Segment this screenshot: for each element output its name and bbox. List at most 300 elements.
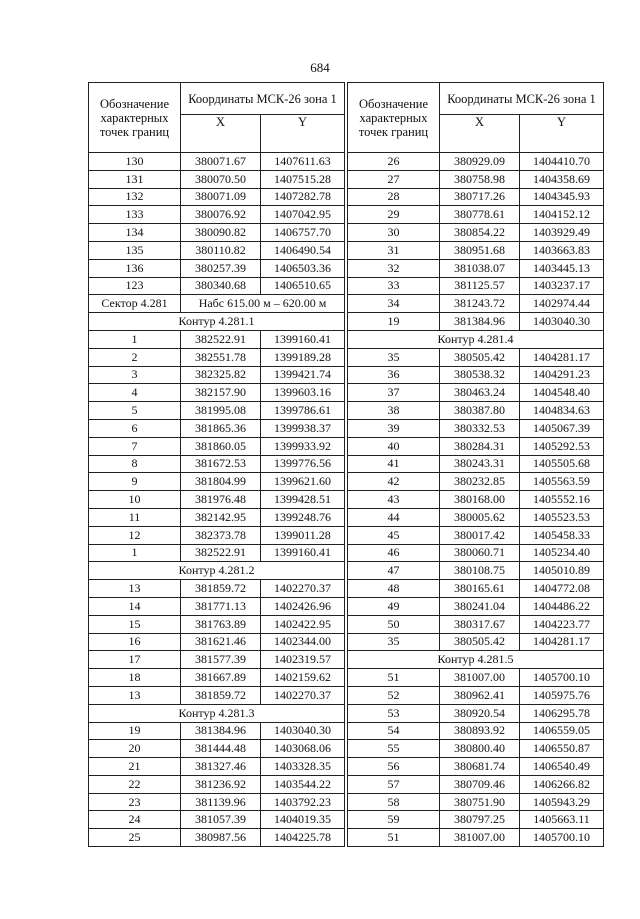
table-row bbox=[89, 580, 345, 598]
header-designation: Обозначение характерных точек границ bbox=[348, 83, 440, 153]
coord-y: 1405505.68 bbox=[520, 455, 604, 473]
contour-header-row bbox=[348, 651, 604, 669]
table-row bbox=[348, 758, 604, 776]
coord-y: 1404410.70 bbox=[520, 153, 604, 171]
point-number: 17 bbox=[89, 651, 181, 669]
coord-y: 1406490.54 bbox=[261, 241, 345, 259]
coord-x: 382157.90 bbox=[181, 384, 261, 402]
table-row bbox=[348, 597, 604, 615]
table-row bbox=[89, 669, 345, 687]
coord-y: 1405975.76 bbox=[520, 686, 604, 704]
point-number: 16 bbox=[89, 633, 181, 651]
table-row bbox=[89, 829, 345, 847]
coord-y: 1404548.40 bbox=[520, 384, 604, 402]
point-number: 30 bbox=[348, 224, 440, 242]
coord-x: 380778.61 bbox=[440, 206, 520, 224]
table-row bbox=[348, 366, 604, 384]
table-row bbox=[89, 544, 345, 562]
coord-x: 380257.39 bbox=[181, 259, 261, 277]
point-number: 35 bbox=[348, 633, 440, 651]
point-number: 15 bbox=[89, 615, 181, 633]
coord-x: 380060.71 bbox=[440, 544, 520, 562]
coord-x: 381444.48 bbox=[181, 740, 261, 758]
table-row bbox=[348, 526, 604, 544]
coord-x: 381125.57 bbox=[440, 277, 520, 295]
table-row bbox=[348, 793, 604, 811]
point-number: 42 bbox=[348, 473, 440, 491]
point-number: 12 bbox=[89, 526, 181, 544]
table-row bbox=[348, 402, 604, 420]
point-number: 20 bbox=[89, 740, 181, 758]
point-number: 41 bbox=[348, 455, 440, 473]
table-row bbox=[89, 259, 345, 277]
point-number: 25 bbox=[89, 829, 181, 847]
coord-y: 1405943.29 bbox=[520, 793, 604, 811]
point-number: 132 bbox=[89, 188, 181, 206]
coord-x: 380538.32 bbox=[440, 366, 520, 384]
coord-x: 380165.61 bbox=[440, 580, 520, 598]
coord-y: 1405700.10 bbox=[520, 829, 604, 847]
point-number: 10 bbox=[89, 491, 181, 509]
point-number: 19 bbox=[89, 722, 181, 740]
table-row bbox=[89, 437, 345, 455]
point-number: 14 bbox=[89, 597, 181, 615]
header-designation: Обозначение характерных точек границ bbox=[89, 83, 181, 153]
coord-y: 1399189.28 bbox=[261, 348, 345, 366]
coord-x: 380090.82 bbox=[181, 224, 261, 242]
point-number: 55 bbox=[348, 740, 440, 758]
coord-x: 381859.72 bbox=[181, 580, 261, 598]
point-number: 8 bbox=[89, 455, 181, 473]
point-number: 52 bbox=[348, 686, 440, 704]
coord-y: 1399421.74 bbox=[261, 366, 345, 384]
table-row bbox=[89, 793, 345, 811]
coord-x: 380168.00 bbox=[440, 491, 520, 509]
table-row bbox=[348, 153, 604, 171]
table-row bbox=[348, 224, 604, 242]
table-row bbox=[89, 277, 345, 295]
coord-y: 1403929.49 bbox=[520, 224, 604, 242]
point-number: 24 bbox=[89, 811, 181, 829]
table-row bbox=[89, 188, 345, 206]
coord-y: 1405067.39 bbox=[520, 419, 604, 437]
point-number: 46 bbox=[348, 544, 440, 562]
coord-y: 1403040.30 bbox=[261, 722, 345, 740]
point-number: 43 bbox=[348, 491, 440, 509]
coord-x: 382551.78 bbox=[181, 348, 261, 366]
coord-y: 1403068.06 bbox=[261, 740, 345, 758]
point-number: 23 bbox=[89, 793, 181, 811]
coord-y: 1399933.92 bbox=[261, 437, 345, 455]
point-number: 4 bbox=[89, 384, 181, 402]
point-number: 36 bbox=[348, 366, 440, 384]
point-number: 50 bbox=[348, 615, 440, 633]
point-number: 37 bbox=[348, 384, 440, 402]
header-y: Y bbox=[520, 115, 604, 153]
table-row bbox=[348, 544, 604, 562]
coord-y: 1404223.77 bbox=[520, 615, 604, 633]
coord-y: 1405458.33 bbox=[520, 526, 604, 544]
point-number: 134 bbox=[89, 224, 181, 242]
table-row bbox=[348, 241, 604, 259]
coord-y: 1405010.89 bbox=[520, 562, 604, 580]
table-row bbox=[348, 437, 604, 455]
point-number: 49 bbox=[348, 597, 440, 615]
point-number: 131 bbox=[89, 170, 181, 188]
coord-y: 1406503.36 bbox=[261, 259, 345, 277]
coord-x: 381995.08 bbox=[181, 402, 261, 420]
coord-y: 1404358.69 bbox=[520, 170, 604, 188]
header-coords-title: Координаты МСК-26 зона 1 bbox=[440, 83, 604, 115]
table-row bbox=[89, 686, 345, 704]
point-number: 3 bbox=[89, 366, 181, 384]
coord-y: 1399776.56 bbox=[261, 455, 345, 473]
coord-y: 1406295.78 bbox=[520, 704, 604, 722]
point-number: 21 bbox=[89, 758, 181, 776]
coord-x: 380317.67 bbox=[440, 615, 520, 633]
point-number: 11 bbox=[89, 508, 181, 526]
coord-y: 1402426.96 bbox=[261, 597, 345, 615]
coord-y: 1402270.37 bbox=[261, 580, 345, 598]
height-range: Набс 615.00 м – 620.00 м bbox=[181, 295, 345, 313]
point-number: 59 bbox=[348, 811, 440, 829]
table-row bbox=[348, 811, 604, 829]
point-number: 51 bbox=[348, 669, 440, 687]
point-number: 32 bbox=[348, 259, 440, 277]
table-row bbox=[348, 775, 604, 793]
coord-x: 381804.99 bbox=[181, 473, 261, 491]
coord-y: 1399011.28 bbox=[261, 526, 345, 544]
coord-y: 1402344.00 bbox=[261, 633, 345, 651]
contour-label: Контур 4.281.5 bbox=[348, 651, 604, 669]
coord-y: 1405552.16 bbox=[520, 491, 604, 509]
coord-x: 380005.62 bbox=[440, 508, 520, 526]
coord-x: 380717.26 bbox=[440, 188, 520, 206]
coord-x: 381139.96 bbox=[181, 793, 261, 811]
coord-y: 1407611.63 bbox=[261, 153, 345, 171]
point-number: 51 bbox=[348, 829, 440, 847]
coord-x: 380962.41 bbox=[440, 686, 520, 704]
contour-header-row bbox=[89, 562, 345, 580]
table-row bbox=[348, 419, 604, 437]
coord-x: 380076.92 bbox=[181, 206, 261, 224]
point-number: 57 bbox=[348, 775, 440, 793]
coord-y: 1402270.37 bbox=[261, 686, 345, 704]
point-number: 54 bbox=[348, 722, 440, 740]
table-row bbox=[89, 366, 345, 384]
point-number: 22 bbox=[89, 775, 181, 793]
table-row bbox=[89, 722, 345, 740]
table-row bbox=[89, 153, 345, 171]
table-row bbox=[348, 491, 604, 509]
coord-y: 1403328.35 bbox=[261, 758, 345, 776]
coord-y: 1406540.49 bbox=[520, 758, 604, 776]
table-row bbox=[348, 206, 604, 224]
coord-y: 1404345.93 bbox=[520, 188, 604, 206]
coord-x: 381057.39 bbox=[181, 811, 261, 829]
table-row bbox=[348, 633, 604, 651]
point-number: 13 bbox=[89, 686, 181, 704]
coord-y: 1404772.08 bbox=[520, 580, 604, 598]
point-number: 38 bbox=[348, 402, 440, 420]
coord-x: 382373.78 bbox=[181, 526, 261, 544]
point-number: 19 bbox=[348, 313, 440, 331]
contour-header-row bbox=[89, 313, 345, 331]
point-number: 9 bbox=[89, 473, 181, 491]
table-row bbox=[348, 562, 604, 580]
header-x: X bbox=[440, 115, 520, 153]
coord-y: 1406550.87 bbox=[520, 740, 604, 758]
coord-y: 1402319.57 bbox=[261, 651, 345, 669]
coord-x: 380929.09 bbox=[440, 153, 520, 171]
coord-x: 380893.92 bbox=[440, 722, 520, 740]
coord-y: 1399248.76 bbox=[261, 508, 345, 526]
coord-y: 1402974.44 bbox=[520, 295, 604, 313]
coord-x: 380709.46 bbox=[440, 775, 520, 793]
point-number: 39 bbox=[348, 419, 440, 437]
coord-y: 1403663.83 bbox=[520, 241, 604, 259]
table-row bbox=[89, 224, 345, 242]
coord-x: 380920.54 bbox=[440, 704, 520, 722]
coord-x: 380681.74 bbox=[440, 758, 520, 776]
coord-x: 380505.42 bbox=[440, 348, 520, 366]
coord-x: 380987.56 bbox=[181, 829, 261, 847]
coord-x: 380505.42 bbox=[440, 633, 520, 651]
table-row bbox=[348, 669, 604, 687]
table-row bbox=[89, 473, 345, 491]
coord-x: 381667.89 bbox=[181, 669, 261, 687]
point-number: 26 bbox=[348, 153, 440, 171]
table-row bbox=[348, 722, 604, 740]
coord-y: 1404834.63 bbox=[520, 402, 604, 420]
coord-x: 380232.85 bbox=[440, 473, 520, 491]
coord-y: 1404019.35 bbox=[261, 811, 345, 829]
point-number: 58 bbox=[348, 793, 440, 811]
table-row bbox=[89, 775, 345, 793]
table-row bbox=[348, 348, 604, 366]
table-row bbox=[89, 491, 345, 509]
coord-y: 1403040.30 bbox=[520, 313, 604, 331]
table-row bbox=[348, 455, 604, 473]
coord-x: 382522.91 bbox=[181, 330, 261, 348]
point-number: 2 bbox=[89, 348, 181, 366]
coord-y: 1399428.51 bbox=[261, 491, 345, 509]
point-number: 123 bbox=[89, 277, 181, 295]
coord-x: 380241.04 bbox=[440, 597, 520, 615]
coord-x: 380017.42 bbox=[440, 526, 520, 544]
coord-x: 380951.68 bbox=[440, 241, 520, 259]
point-number: 56 bbox=[348, 758, 440, 776]
table-row bbox=[89, 206, 345, 224]
coord-y: 1405563.59 bbox=[520, 473, 604, 491]
contour-header-row bbox=[89, 704, 345, 722]
point-number: 136 bbox=[89, 259, 181, 277]
coord-y: 1399938.37 bbox=[261, 419, 345, 437]
point-number: 133 bbox=[89, 206, 181, 224]
coord-y: 1399603.16 bbox=[261, 384, 345, 402]
coord-x: 381771.13 bbox=[181, 597, 261, 615]
point-number: Сектор 4.281 bbox=[89, 295, 181, 313]
contour-label: Контур 4.281.1 bbox=[89, 313, 345, 331]
table-row bbox=[89, 419, 345, 437]
table-row bbox=[89, 295, 345, 313]
coord-x: 380387.80 bbox=[440, 402, 520, 420]
table-row bbox=[348, 384, 604, 402]
table-row bbox=[348, 170, 604, 188]
coord-x: 380800.40 bbox=[440, 740, 520, 758]
coord-y: 1399160.41 bbox=[261, 330, 345, 348]
coord-x: 380071.09 bbox=[181, 188, 261, 206]
coord-y: 1405663.11 bbox=[520, 811, 604, 829]
coord-x: 380284.31 bbox=[440, 437, 520, 455]
coord-x: 380340.68 bbox=[181, 277, 261, 295]
coord-y: 1403237.17 bbox=[520, 277, 604, 295]
coord-x: 381865.36 bbox=[181, 419, 261, 437]
coord-y: 1404225.78 bbox=[261, 829, 345, 847]
point-number: 1 bbox=[89, 330, 181, 348]
point-number: 47 bbox=[348, 562, 440, 580]
coord-x: 382142.95 bbox=[181, 508, 261, 526]
table-row bbox=[89, 330, 345, 348]
coord-y: 1405292.53 bbox=[520, 437, 604, 455]
point-number: 130 bbox=[89, 153, 181, 171]
header-coords-title: Координаты МСК-26 зона 1 bbox=[181, 83, 345, 115]
coord-x: 381577.39 bbox=[181, 651, 261, 669]
coord-y: 1407515.28 bbox=[261, 170, 345, 188]
point-number: 29 bbox=[348, 206, 440, 224]
table-row bbox=[89, 384, 345, 402]
point-number: 48 bbox=[348, 580, 440, 598]
coord-y: 1406266.82 bbox=[520, 775, 604, 793]
coord-x: 382325.82 bbox=[181, 366, 261, 384]
table-row bbox=[89, 811, 345, 829]
coord-x: 381384.96 bbox=[181, 722, 261, 740]
table-row bbox=[348, 508, 604, 526]
contour-header-row bbox=[348, 330, 604, 348]
coord-x: 380797.25 bbox=[440, 811, 520, 829]
point-number: 33 bbox=[348, 277, 440, 295]
coord-x: 380108.75 bbox=[440, 562, 520, 580]
coord-y: 1406757.70 bbox=[261, 224, 345, 242]
coord-y: 1405523.53 bbox=[520, 508, 604, 526]
coord-x: 381007.00 bbox=[440, 829, 520, 847]
coord-y: 1402422.95 bbox=[261, 615, 345, 633]
coord-x: 380071.67 bbox=[181, 153, 261, 171]
table-row bbox=[348, 615, 604, 633]
coord-y: 1399160.41 bbox=[261, 544, 345, 562]
table-row bbox=[348, 295, 604, 313]
point-number: 135 bbox=[89, 241, 181, 259]
table-row bbox=[348, 473, 604, 491]
coord-x: 381236.92 bbox=[181, 775, 261, 793]
coord-x: 381859.72 bbox=[181, 686, 261, 704]
point-number: 28 bbox=[348, 188, 440, 206]
header-x: X bbox=[181, 115, 261, 153]
table-row bbox=[89, 241, 345, 259]
point-number: 5 bbox=[89, 402, 181, 420]
coord-y: 1406510.65 bbox=[261, 277, 345, 295]
coord-y: 1407042.95 bbox=[261, 206, 345, 224]
coordinates-table-right bbox=[347, 82, 604, 847]
table-row bbox=[348, 277, 604, 295]
point-number: 27 bbox=[348, 170, 440, 188]
point-number: 13 bbox=[89, 580, 181, 598]
coord-x: 380751.90 bbox=[440, 793, 520, 811]
table-row bbox=[89, 526, 345, 544]
table-row bbox=[89, 508, 345, 526]
table-row bbox=[89, 170, 345, 188]
table-row bbox=[89, 740, 345, 758]
point-number: 1 bbox=[89, 544, 181, 562]
coord-x: 381007.00 bbox=[440, 669, 520, 687]
coord-y: 1404486.22 bbox=[520, 597, 604, 615]
coord-y: 1402159.62 bbox=[261, 669, 345, 687]
coord-x: 380110.82 bbox=[181, 241, 261, 259]
coord-x: 380070.50 bbox=[181, 170, 261, 188]
coord-x: 380332.53 bbox=[440, 419, 520, 437]
table-row bbox=[89, 615, 345, 633]
coord-y: 1399786.61 bbox=[261, 402, 345, 420]
table-row bbox=[348, 740, 604, 758]
table-row bbox=[348, 188, 604, 206]
table-row bbox=[89, 758, 345, 776]
table-row bbox=[89, 348, 345, 366]
coord-x: 380243.31 bbox=[440, 455, 520, 473]
coord-x: 381621.46 bbox=[181, 633, 261, 651]
contour-label: Контур 4.281.4 bbox=[348, 330, 604, 348]
table-row bbox=[348, 259, 604, 277]
point-number: 18 bbox=[89, 669, 181, 687]
point-number: 31 bbox=[348, 241, 440, 259]
coord-x: 380854.22 bbox=[440, 224, 520, 242]
point-number: 40 bbox=[348, 437, 440, 455]
table-row bbox=[89, 402, 345, 420]
coord-y: 1406559.05 bbox=[520, 722, 604, 740]
table-row bbox=[348, 580, 604, 598]
coord-y: 1404281.17 bbox=[520, 633, 604, 651]
point-number: 53 bbox=[348, 704, 440, 722]
coord-x: 381672.53 bbox=[181, 455, 261, 473]
header-y: Y bbox=[261, 115, 345, 153]
coord-x: 381763.89 bbox=[181, 615, 261, 633]
table-row bbox=[89, 455, 345, 473]
contour-label: Контур 4.281.2 bbox=[89, 562, 345, 580]
table-row bbox=[89, 651, 345, 669]
page-number: 684 bbox=[310, 60, 330, 75]
point-number: 44 bbox=[348, 508, 440, 526]
coord-y: 1404291.23 bbox=[520, 366, 604, 384]
coord-x: 380463.24 bbox=[440, 384, 520, 402]
point-number: 7 bbox=[89, 437, 181, 455]
coord-x: 381976.48 bbox=[181, 491, 261, 509]
coord-x: 381243.72 bbox=[440, 295, 520, 313]
table-row bbox=[348, 829, 604, 847]
coord-y: 1405700.10 bbox=[520, 669, 604, 687]
coord-y: 1404152.12 bbox=[520, 206, 604, 224]
coord-x: 382522.91 bbox=[181, 544, 261, 562]
coord-x: 380758.98 bbox=[440, 170, 520, 188]
coord-x: 381384.96 bbox=[440, 313, 520, 331]
coord-y: 1405234.40 bbox=[520, 544, 604, 562]
coord-y: 1404281.17 bbox=[520, 348, 604, 366]
point-number: 35 bbox=[348, 348, 440, 366]
coord-x: 381327.46 bbox=[181, 758, 261, 776]
table-row bbox=[348, 313, 604, 331]
coord-y: 1403445.13 bbox=[520, 259, 604, 277]
coord-y: 1403544.22 bbox=[261, 775, 345, 793]
coord-y: 1399621.60 bbox=[261, 473, 345, 491]
point-number: 45 bbox=[348, 526, 440, 544]
